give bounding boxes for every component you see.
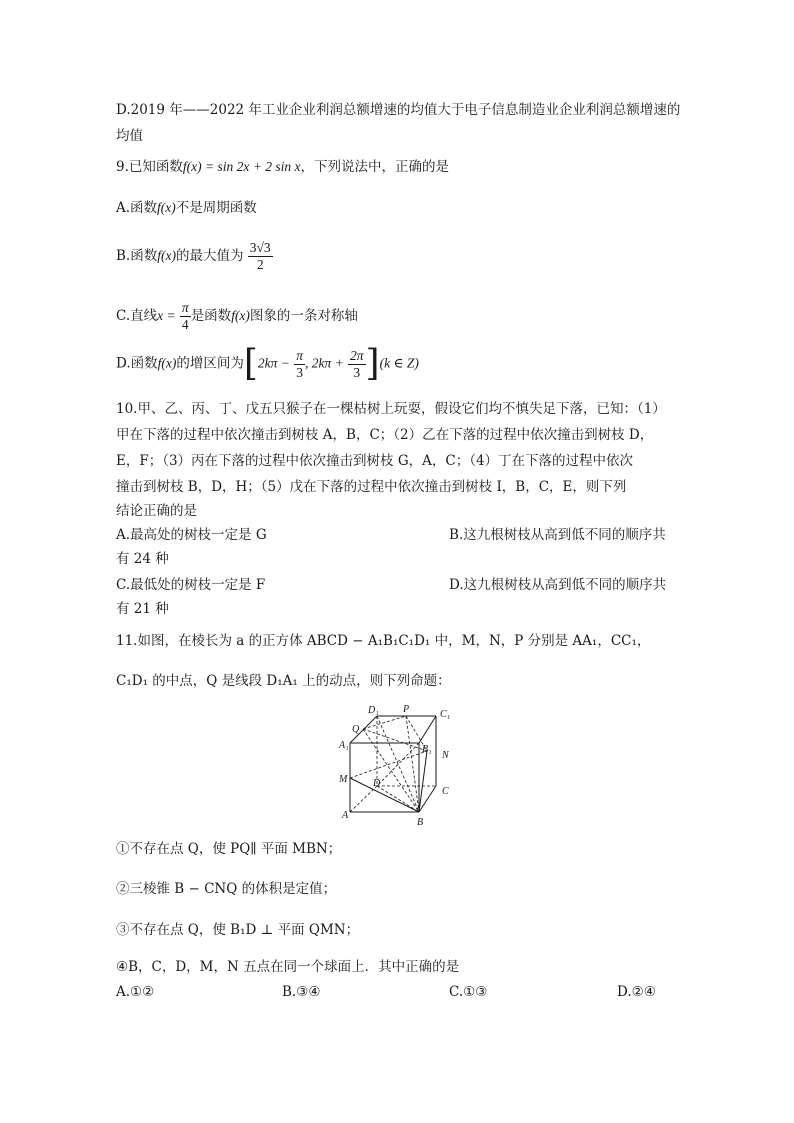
- label-A: A: [342, 810, 349, 821]
- label-C1: C₁: [440, 709, 451, 720]
- q9-option-d: D.函数f(x)的增区间为[2kπ − $\frac{\pi}{3}$ , 2kπ + $\frac{2\pi}{3}$ ](k ∈ Z): [116, 343, 419, 384]
- seg-d1b: [377, 716, 419, 812]
- q9-option-c-fraction: $\frac{\pi}{4}$: [181, 300, 189, 332]
- q11-option-d: D.②④: [617, 984, 656, 1000]
- q8-option-d-line2: 均值: [116, 128, 143, 144]
- q9-function: f(x) = sin 2x + 2 sin x: [182, 159, 301, 174]
- label-P: P: [403, 704, 410, 715]
- q11-option-c: C.①③: [449, 984, 488, 1000]
- q9-option-b: B.函数f(x)的最大值为 $\frac{3√3}{2}$: [116, 240, 271, 272]
- seg-qn: [363, 729, 427, 751]
- label-D1: D₁: [368, 705, 379, 716]
- q10-line4: 撞击到树枝 B，D，H；（5）戊在下落的过程中依次撞击到树枝 I，B，C，E，则下列: [116, 479, 627, 495]
- label-B1: B₁: [422, 744, 432, 755]
- seg-bn: [419, 751, 427, 812]
- seg-qp: [363, 716, 406, 729]
- seg-mn: [350, 751, 427, 778]
- left-bracket: [: [243, 343, 258, 384]
- seg-b1d: [377, 743, 419, 786]
- q10-option-b: B.这九根树枝从高到低不同的顺序共: [449, 527, 666, 543]
- q10-line3: E，F；（3）丙在下落的过程中依次撞击到树枝 G，A，C；（4）丁在下落的过程中依次: [116, 453, 634, 469]
- seg-pb: [406, 716, 419, 812]
- right-bracket: ]: [365, 343, 380, 384]
- label-Q: Q: [352, 724, 360, 735]
- label-N: N: [442, 750, 449, 761]
- q10-option-b-cont: 有 24 种: [116, 551, 169, 567]
- q9-option-c: C.直线x = $\frac{\pi}{4}$ 是函数f(x)图象的一条对称轴: [116, 300, 358, 332]
- q10-option-d-cont: 有 21 种: [116, 601, 169, 617]
- label-M: M: [339, 774, 348, 785]
- q9-option-b-fraction: $\frac{3√3}{2}$: [249, 240, 271, 272]
- q11-proposition-4: ④B，C，D，M，N 五点在同一个球面上．其中正确的是: [116, 959, 460, 975]
- edge-ad: [350, 786, 377, 812]
- q11-line1: 11.如图，在棱长为 a 的正方体 ABCD − A₁B₁C₁D₁ 中，M，N，P 分别是 AA₁，CC₁，: [116, 633, 651, 649]
- label-D: D: [373, 778, 381, 789]
- q11-proposition-2: ②三棱锥 B − CNQ 的体积是定值；: [116, 881, 337, 897]
- cube-figure: [330, 702, 470, 830]
- q9-stem: 9.已知函数f(x) = sin 2x + 2 sin x，下列说法中，正确的是: [116, 159, 449, 175]
- label-C: C: [442, 786, 449, 797]
- q8-option-d-line1: D.2019 年——2022 年工业企业利润总额增速的均值大于电子信息制造业企业利润总额增速的: [116, 102, 681, 118]
- q11-line2: C₁D₁ 的中点，Q 是线段 D₁A₁ 上的动点，则下列命题：: [116, 673, 451, 689]
- edge-c1b1: [419, 716, 436, 743]
- q11-proposition-3: ③不存在点 Q，使 B₁D ⊥ 平面 QMN；: [116, 922, 360, 938]
- label-A1: A₁: [339, 740, 349, 751]
- q10-option-a: A.最高处的树枝一定是 G: [116, 527, 267, 543]
- q11-option-b: B.③④: [282, 984, 321, 1000]
- q10-line5: 结论正确的是: [116, 503, 197, 519]
- q11-proposition-1: ①不存在点 Q，使 PQ∥ 平面 MBN；: [116, 841, 342, 857]
- label-B: B: [417, 817, 424, 828]
- seg-db: [377, 786, 419, 812]
- q10-line2: 甲在下落的过程中依次撞击到树枝 A，B，C；（2）乙在下落的过程中依次撞击到树枝 D，: [116, 427, 654, 443]
- q9-option-a: A.函数f(x)不是周期函数: [116, 200, 257, 216]
- q10-option-d: D.这九根树枝从高到低不同的顺序共: [449, 577, 667, 593]
- q10-option-c: C.最低处的树枝一定是 F: [116, 577, 266, 593]
- q11-option-a: A.①②: [116, 984, 155, 1000]
- q10-line1: 10.甲、乙、丙、丁、戊五只猴子在一棵枯树上玩耍，假设它们均不慎失足下落，已知：（1）: [116, 401, 666, 417]
- seg-mb: [350, 778, 419, 812]
